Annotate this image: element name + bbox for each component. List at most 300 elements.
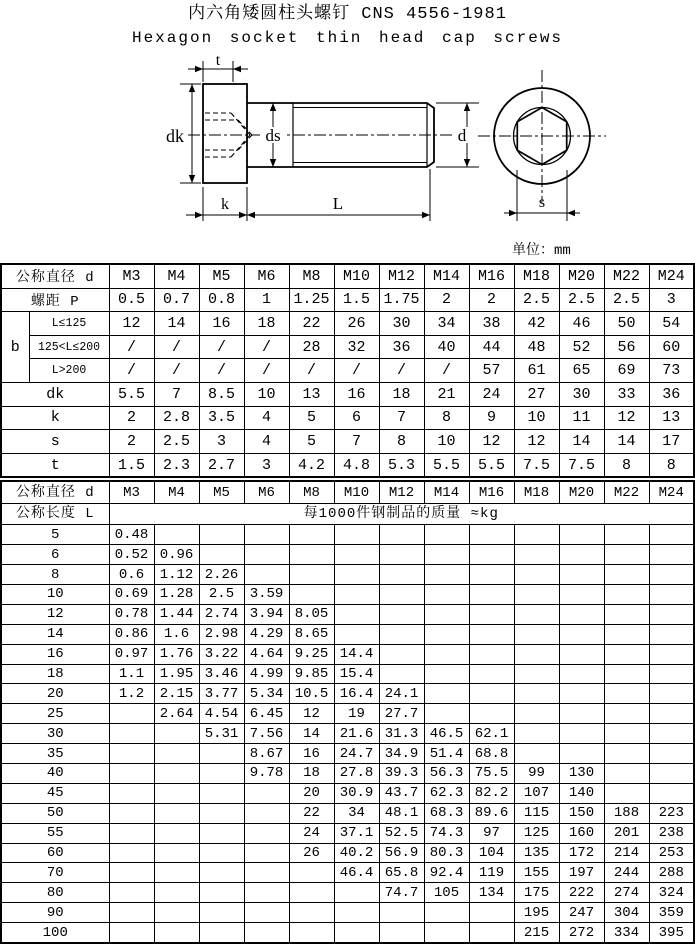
mass-value: 74.7 (379, 883, 424, 903)
dim-value: 33 (604, 382, 649, 406)
mass-value (469, 664, 514, 684)
t2-data-row (1, 764, 694, 784)
dim-value: 7.5 (514, 453, 559, 477)
b-value: 28 (289, 335, 334, 359)
b-sub-label: L≤125 (29, 312, 109, 336)
mass-value (559, 724, 604, 744)
b-value: / (334, 359, 379, 383)
pitch-value: 1.25 (289, 288, 334, 312)
t1-dim-row (1, 406, 694, 430)
mass-value: 19 (334, 704, 379, 724)
mass-value (559, 525, 604, 545)
mass-value (469, 644, 514, 664)
b-value: / (379, 359, 424, 383)
mass-value: 214 (604, 843, 649, 863)
mass-table (0, 480, 695, 944)
mass-value (109, 744, 154, 764)
mass-value (244, 863, 289, 883)
dim-row-label: s (1, 430, 109, 454)
t2-data-row (1, 823, 694, 843)
size-header: M8 (289, 481, 334, 503)
mass-value (334, 624, 379, 644)
mass-value: 22 (289, 803, 334, 823)
mass-value: 2.15 (154, 684, 199, 704)
mass-value: 46.4 (334, 863, 379, 883)
b-value: 12 (109, 312, 154, 336)
mass-value: 8.65 (289, 624, 334, 644)
length-value: 18 (1, 664, 109, 684)
mass-value: 288 (649, 863, 694, 883)
mass-value: 24.1 (379, 684, 424, 704)
dim-value: 5.5 (469, 453, 514, 477)
dim-label-d: d (457, 126, 467, 145)
b-value: 42 (514, 312, 559, 336)
mass-value (514, 684, 559, 704)
mass-value: 40.2 (334, 843, 379, 863)
mass-value (604, 783, 649, 803)
mass-value (469, 704, 514, 724)
pitch-value: 0.8 (199, 288, 244, 312)
mass-value: 2.26 (199, 565, 244, 585)
mass-value: 21.6 (334, 724, 379, 744)
dim-label-ds: ds (265, 126, 281, 145)
mass-value (559, 664, 604, 684)
t1-pitch-row (1, 288, 694, 312)
mass-value (109, 704, 154, 724)
dim-value: 10 (514, 406, 559, 430)
mass-value: 75.5 (469, 764, 514, 784)
page-title: 内六角矮圆柱头螺钉 CNS 4556-1981 (188, 5, 507, 24)
mass-value: 238 (649, 823, 694, 843)
dim-value: 7.5 (559, 453, 604, 477)
mass-value (109, 783, 154, 803)
mass-value (469, 684, 514, 704)
size-header: M4 (154, 481, 199, 503)
mass-value: 0.97 (109, 644, 154, 664)
b-value: 18 (244, 312, 289, 336)
mass-value: 97 (469, 823, 514, 843)
t2-data-row (1, 883, 694, 903)
t2-data-row (1, 744, 694, 764)
length-value: 55 (1, 823, 109, 843)
dim-value: 12 (469, 430, 514, 454)
mass-value (289, 903, 334, 923)
mass-value: 222 (559, 883, 604, 903)
t2-length-label: 公称长度 L (1, 503, 109, 525)
mass-value (154, 803, 199, 823)
t1-dim-row (1, 453, 694, 477)
mass-value: 68.8 (469, 744, 514, 764)
dim-value: 16 (334, 382, 379, 406)
mass-value (604, 684, 649, 704)
mass-value (109, 883, 154, 903)
t2-data-row (1, 664, 694, 684)
mass-value: 48.1 (379, 803, 424, 823)
mass-value (154, 764, 199, 784)
mass-value (154, 843, 199, 863)
dim-value: 18 (379, 382, 424, 406)
t2-data-row (1, 565, 694, 585)
b-value: 44 (469, 335, 514, 359)
dim-value: 2.8 (154, 406, 199, 430)
b-value: / (109, 335, 154, 359)
length-value: 70 (1, 863, 109, 883)
mass-value: 135 (514, 843, 559, 863)
mass-value: 34.9 (379, 744, 424, 764)
mass-value: 26 (289, 843, 334, 863)
t2-data-row (1, 644, 694, 664)
dim-value: 12 (604, 406, 649, 430)
mass-value: 27.8 (334, 764, 379, 784)
dim-value: 9 (469, 406, 514, 430)
mass-value: 10.5 (289, 684, 334, 704)
mass-value (109, 724, 154, 744)
dim-value: 10 (424, 430, 469, 454)
mass-value (604, 545, 649, 565)
mass-value: 1.28 (154, 585, 199, 605)
b-value: 22 (289, 312, 334, 336)
size-header: M18 (514, 481, 559, 503)
mass-value (469, 565, 514, 585)
mass-value: 14 (289, 724, 334, 744)
mass-value: 80.3 (424, 843, 469, 863)
dim-value: 2 (109, 430, 154, 454)
mass-value: 3.46 (199, 664, 244, 684)
t2-data-row (1, 724, 694, 744)
dim-label-L: L (332, 194, 344, 213)
b-sub-label: L>200 (29, 359, 109, 383)
pitch-value: 1 (244, 288, 289, 312)
b-value: / (244, 335, 289, 359)
mass-value: 0.78 (109, 604, 154, 624)
size-header: M22 (604, 481, 649, 503)
mass-value (469, 585, 514, 605)
mass-value (154, 783, 199, 803)
mass-value (559, 744, 604, 764)
mass-value (379, 604, 424, 624)
mass-value (559, 644, 604, 664)
dim-value: 7 (154, 382, 199, 406)
mass-value: 134 (469, 883, 514, 903)
size-header: M3 (109, 481, 154, 503)
mass-value (604, 604, 649, 624)
size-header: M20 (559, 264, 604, 288)
mass-value (334, 565, 379, 585)
mass-value: 223 (649, 803, 694, 823)
dim-value: 1.5 (109, 453, 154, 477)
mass-value: 0.52 (109, 545, 154, 565)
mass-value: 8.67 (244, 744, 289, 764)
mass-value: 56.9 (379, 843, 424, 863)
mass-value (334, 525, 379, 545)
length-value: 8 (1, 565, 109, 585)
mass-value: 197 (559, 863, 604, 883)
mass-value (154, 724, 199, 744)
mass-value (334, 923, 379, 943)
mass-value (559, 585, 604, 605)
mass-value (604, 764, 649, 784)
t2-header-row (1, 481, 694, 503)
mass-value: 195 (514, 903, 559, 923)
t2-data-row (1, 783, 694, 803)
mass-value (424, 684, 469, 704)
mass-value (649, 724, 694, 744)
mass-value (649, 704, 694, 724)
dim-value: 7 (334, 430, 379, 454)
length-value: 6 (1, 545, 109, 565)
mass-value (109, 823, 154, 843)
size-header: M14 (424, 481, 469, 503)
b-value: 54 (649, 312, 694, 336)
screw-technical-drawing (0, 50, 695, 236)
t1-header-row (1, 264, 694, 288)
mass-value: 24 (289, 823, 334, 843)
length-value: 45 (1, 783, 109, 803)
size-header: M5 (199, 481, 244, 503)
mass-value (244, 803, 289, 823)
dim-value: 4 (244, 430, 289, 454)
mass-value (109, 923, 154, 943)
mass-value (514, 724, 559, 744)
length-value: 14 (1, 624, 109, 644)
mass-value: 1.2 (109, 684, 154, 704)
mass-value (604, 644, 649, 664)
mass-value (199, 803, 244, 823)
length-value: 90 (1, 903, 109, 923)
mass-value (649, 565, 694, 585)
mass-value: 4.54 (199, 704, 244, 724)
mass-value (244, 923, 289, 943)
mass-value (604, 744, 649, 764)
t2-data-row (1, 903, 694, 923)
b-group-label: b (1, 312, 29, 383)
mass-value: 104 (469, 843, 514, 863)
size-header: M20 (559, 481, 604, 503)
mass-value: 15.4 (334, 664, 379, 684)
mass-value: 74.3 (424, 823, 469, 843)
size-header: M6 (244, 264, 289, 288)
mass-value: 334 (604, 923, 649, 943)
dim-label-s: s (538, 194, 546, 211)
mass-value (649, 585, 694, 605)
mass-value: 56.3 (424, 764, 469, 784)
mass-value: 324 (649, 883, 694, 903)
mass-value (604, 664, 649, 684)
size-header: M5 (199, 264, 244, 288)
mass-value (424, 903, 469, 923)
t1-b-row (1, 312, 694, 336)
dim-label-k: k (221, 196, 229, 213)
mass-value (379, 525, 424, 545)
mass-value: 30.9 (334, 783, 379, 803)
mass-value (199, 744, 244, 764)
mass-value (424, 565, 469, 585)
mass-value: 107 (514, 783, 559, 803)
mass-value: 1.12 (154, 565, 199, 585)
mass-value: 115 (514, 803, 559, 823)
size-header: M16 (469, 264, 514, 288)
pitch-label: 螺距 P (1, 288, 109, 312)
mass-value: 89.6 (469, 803, 514, 823)
mass-value (334, 585, 379, 605)
dim-value: 4 (244, 406, 289, 430)
dim-value: 2.7 (199, 453, 244, 477)
t2-data-row (1, 803, 694, 823)
t2-subheader-row (1, 503, 694, 525)
mass-value: 215 (514, 923, 559, 943)
b-value: 50 (604, 312, 649, 336)
dim-value: 10 (244, 382, 289, 406)
mass-value (199, 883, 244, 903)
b-value: 73 (649, 359, 694, 383)
mass-value: 1.6 (154, 624, 199, 644)
mass-value (379, 585, 424, 605)
mass-value (379, 565, 424, 585)
dim-value: 21 (424, 382, 469, 406)
mass-value (424, 585, 469, 605)
mass-value (424, 604, 469, 624)
mass-value: 172 (559, 843, 604, 863)
mass-value: 9.85 (289, 664, 334, 684)
size-header: M10 (334, 481, 379, 503)
dim-value: 2.5 (154, 430, 199, 454)
t2-data-row (1, 863, 694, 883)
mass-value (604, 585, 649, 605)
mass-value (199, 764, 244, 784)
mass-value: 1.76 (154, 644, 199, 664)
pitch-value: 2 (424, 288, 469, 312)
length-value: 100 (1, 923, 109, 943)
mass-value (154, 823, 199, 843)
mass-value (469, 604, 514, 624)
mass-value: 2.74 (199, 604, 244, 624)
mass-value (514, 525, 559, 545)
mass-value (379, 644, 424, 664)
mass-value: 274 (604, 883, 649, 903)
mass-value (199, 843, 244, 863)
b-value: / (199, 335, 244, 359)
mass-value (289, 863, 334, 883)
mass-value (649, 644, 694, 664)
mass-value (244, 903, 289, 923)
mass-value: 160 (559, 823, 604, 843)
length-value: 20 (1, 684, 109, 704)
mass-value (469, 923, 514, 943)
t2-data-row (1, 585, 694, 605)
dim-value: 5.5 (109, 382, 154, 406)
b-value: / (199, 359, 244, 383)
dimensions-table-body (1, 264, 694, 477)
size-header: M3 (109, 264, 154, 288)
t2-data-row (1, 843, 694, 863)
size-header: M22 (604, 264, 649, 288)
dim-value: 8.5 (199, 382, 244, 406)
unit-label: 单位：mm (512, 243, 571, 259)
dim-value: 24 (469, 382, 514, 406)
mass-value (244, 823, 289, 843)
mass-value: 4.64 (244, 644, 289, 664)
b-value: 60 (649, 335, 694, 359)
t1-dim-row (1, 382, 694, 406)
mass-value: 24.7 (334, 744, 379, 764)
mass-value: 140 (559, 783, 604, 803)
pitch-value: 0.5 (109, 288, 154, 312)
length-value: 25 (1, 704, 109, 724)
dim-row-label: k (1, 406, 109, 430)
mass-value: 8.05 (289, 604, 334, 624)
mass-value: 272 (559, 923, 604, 943)
dim-value: 4.8 (334, 453, 379, 477)
dim-value: 11 (559, 406, 604, 430)
mass-value (154, 903, 199, 923)
mass-value (559, 624, 604, 644)
pitch-value: 0.7 (154, 288, 199, 312)
mass-value (424, 664, 469, 684)
mass-value (244, 783, 289, 803)
b-value: / (109, 359, 154, 383)
mass-value (334, 545, 379, 565)
mass-value: 247 (559, 903, 604, 923)
mass-value (199, 863, 244, 883)
b-value: / (154, 359, 199, 383)
b-value: 65 (559, 359, 604, 383)
mass-value (289, 883, 334, 903)
mass-value: 3.59 (244, 585, 289, 605)
mass-value (244, 883, 289, 903)
dim-value: 8 (649, 453, 694, 477)
b-value: 69 (604, 359, 649, 383)
dim-value: 8 (424, 406, 469, 430)
mass-value: 4.29 (244, 624, 289, 644)
mass-value (334, 604, 379, 624)
mass-value (199, 545, 244, 565)
mass-value: 16 (289, 744, 334, 764)
pitch-value: 1.5 (334, 288, 379, 312)
size-header: M14 (424, 264, 469, 288)
mass-value: 359 (649, 903, 694, 923)
mass-value (154, 883, 199, 903)
mass-value (649, 744, 694, 764)
mass-value (514, 644, 559, 664)
mass-value (244, 843, 289, 863)
dim-value: 14 (559, 430, 604, 454)
mass-value (379, 624, 424, 644)
mass-value (469, 545, 514, 565)
b-value: 32 (334, 335, 379, 359)
mass-value: 395 (649, 923, 694, 943)
dim-row-label: t (1, 453, 109, 477)
length-value: 12 (1, 604, 109, 624)
mass-value: 304 (604, 903, 649, 923)
mass-value: 1.95 (154, 664, 199, 684)
mass-value (559, 565, 604, 585)
mass-value (154, 744, 199, 764)
mass-value: 99 (514, 764, 559, 784)
dim-value: 5.3 (379, 453, 424, 477)
b-value: 34 (424, 312, 469, 336)
pitch-value: 2 (469, 288, 514, 312)
mass-value (199, 783, 244, 803)
dim-value: 5.5 (424, 453, 469, 477)
mass-value (379, 664, 424, 684)
length-value: 5 (1, 525, 109, 545)
mass-value: 92.4 (424, 863, 469, 883)
b-value: 16 (199, 312, 244, 336)
mass-value: 37.1 (334, 823, 379, 843)
dim-value: 13 (649, 406, 694, 430)
mass-value: 130 (559, 764, 604, 784)
mass-value (469, 903, 514, 923)
